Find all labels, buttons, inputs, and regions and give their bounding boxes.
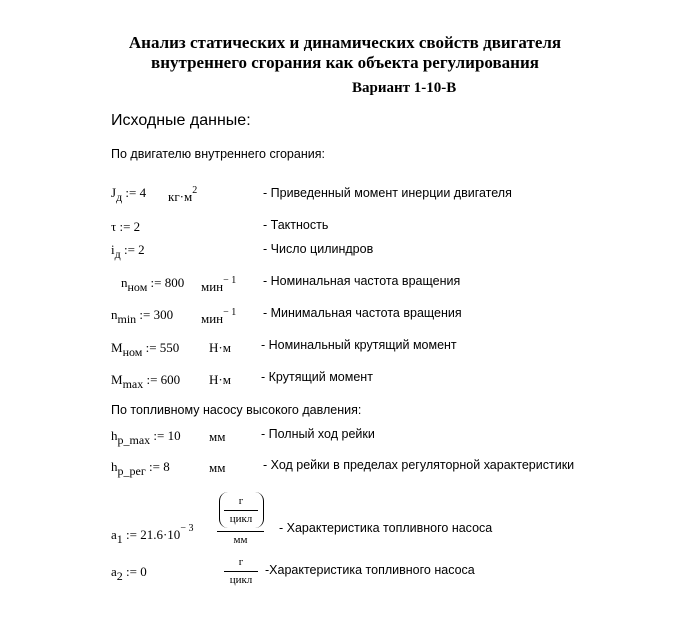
param-a2-value: := 0 [126, 564, 147, 579]
param-nmin-symbol: n [111, 307, 118, 322]
param-hpreg-desc: - Ход рейки в пределах регуляторной характеристики [263, 458, 575, 472]
param-hpmax-value: := 10 [153, 428, 181, 443]
a2-unit-bar [224, 571, 258, 572]
source-heading: Исходные данные: [111, 112, 251, 129]
a1-unit-outer-bar [217, 531, 264, 532]
param-mmax-expr [111, 372, 180, 392]
param-j-value: := 4 [125, 185, 147, 200]
param-nmin-desc: - Минимальная частота вращения [263, 306, 462, 320]
param-j-unit-text: кг·м [168, 189, 193, 204]
param-a1-sub: 1 [116, 532, 123, 546]
param-nmin-unit [201, 307, 236, 327]
param-nnom-unit [201, 275, 236, 295]
param-hpreg-expr [111, 459, 170, 479]
param-hpmax-symbol: h [111, 428, 118, 443]
param-mnom-unit: Н·м [209, 340, 231, 355]
param-i-value: := 2 [123, 242, 145, 257]
param-tau-value: := 2 [119, 219, 141, 234]
param-i-sub: д [114, 247, 121, 261]
param-a1-expr [111, 523, 193, 547]
param-nnom-value: := 800 [150, 275, 185, 290]
param-nnom-sub: ном [127, 280, 148, 294]
param-nmin-expr [111, 307, 173, 327]
param-nmin-value: := 300 [139, 307, 174, 322]
param-nnom-symbol: n [121, 275, 128, 290]
param-mmax-desc: - Крутящий момент [261, 370, 373, 384]
a1-unit-gram: г [238, 495, 244, 507]
param-hpmax-expr [111, 428, 181, 448]
param-j-desc: - Приведенный момент инерции двигателя [263, 186, 512, 200]
param-mnom-symbol: M [111, 340, 123, 355]
param-j-unit-sup: 2 [192, 185, 198, 196]
param-a2-expr [111, 564, 147, 584]
param-nmin-unit-sup: − 1 [223, 307, 237, 318]
doc-title-line2: внутреннего сгорания как объекта регулирования [151, 53, 539, 72]
param-nnom-unit-text: мин [201, 279, 224, 294]
param-mmax-unit: Н·м [209, 372, 231, 387]
param-a2-symbol: a [111, 564, 117, 579]
param-mnom-expr [111, 340, 179, 360]
param-a2-sub: 2 [116, 569, 123, 583]
param-tau-symbol: τ [111, 219, 117, 234]
param-hpmax-unit: мм [209, 429, 226, 444]
param-hpreg-value: := 8 [149, 459, 170, 474]
param-tau-expr [111, 219, 140, 235]
section-pump: По топливному насосу высокого давления: [111, 403, 362, 417]
param-mmax-value: := 600 [146, 372, 181, 387]
param-a1-exp: − 3 [180, 523, 194, 534]
param-a1-value: := 21.6·10 [126, 527, 181, 542]
param-tau-desc: - Тактность [263, 218, 329, 232]
param-mmax-sub: max [122, 377, 144, 391]
a1-unit-cycle: цикл [229, 513, 253, 525]
a2-unit-cycle: цикл [229, 574, 253, 586]
a1-unit-mm: мм [233, 534, 248, 546]
param-j-expr [111, 185, 146, 205]
param-mnom-value: := 550 [145, 340, 180, 355]
a2-unit-fraction [224, 556, 258, 587]
param-i-symbol: i [111, 242, 115, 257]
param-j-sub: д [116, 190, 123, 204]
param-hpmax-desc: - Полный ход рейки [261, 427, 375, 441]
param-hpreg-symbol: h [111, 459, 118, 474]
param-j-unit [168, 185, 197, 205]
param-j-symbol: J [111, 185, 117, 200]
param-i-desc: - Число цилиндров [263, 242, 374, 256]
param-a1-symbol: a [111, 527, 117, 542]
a2-unit-gram: г [238, 556, 244, 568]
param-hpreg-sub: p_рег [117, 464, 146, 478]
param-nmin-sub: min [117, 312, 137, 326]
param-mmax-symbol: M [111, 372, 123, 387]
param-hpreg-unit: мм [209, 460, 226, 475]
a1-unit-inner-bar [224, 510, 258, 511]
section-engine: По двигателю внутреннего сгорания: [111, 147, 325, 161]
param-mnom-desc: - Номинальный крутящий момент [261, 338, 457, 352]
param-a1-desc: - Характеристика топливного насоса [279, 521, 493, 535]
param-nnom-expr [121, 275, 184, 295]
param-nmin-unit-text: мин [201, 311, 224, 326]
param-a2-desc: -Характеристика топливного насоса [265, 563, 475, 577]
param-nnom-desc: - Номинальная частота вращения [263, 274, 461, 288]
doc-title-line1: Анализ статических и динамических свойств двигателя [128, 33, 562, 52]
param-mnom-sub: ном [122, 345, 143, 359]
a1-unit-inner-fraction [224, 495, 258, 526]
param-i-expr [111, 242, 145, 262]
param-nnom-unit-sup: − 1 [223, 275, 237, 286]
param-hpmax-sub: p_max [117, 433, 151, 447]
variant-label: Вариант 1-10-В [352, 80, 457, 96]
